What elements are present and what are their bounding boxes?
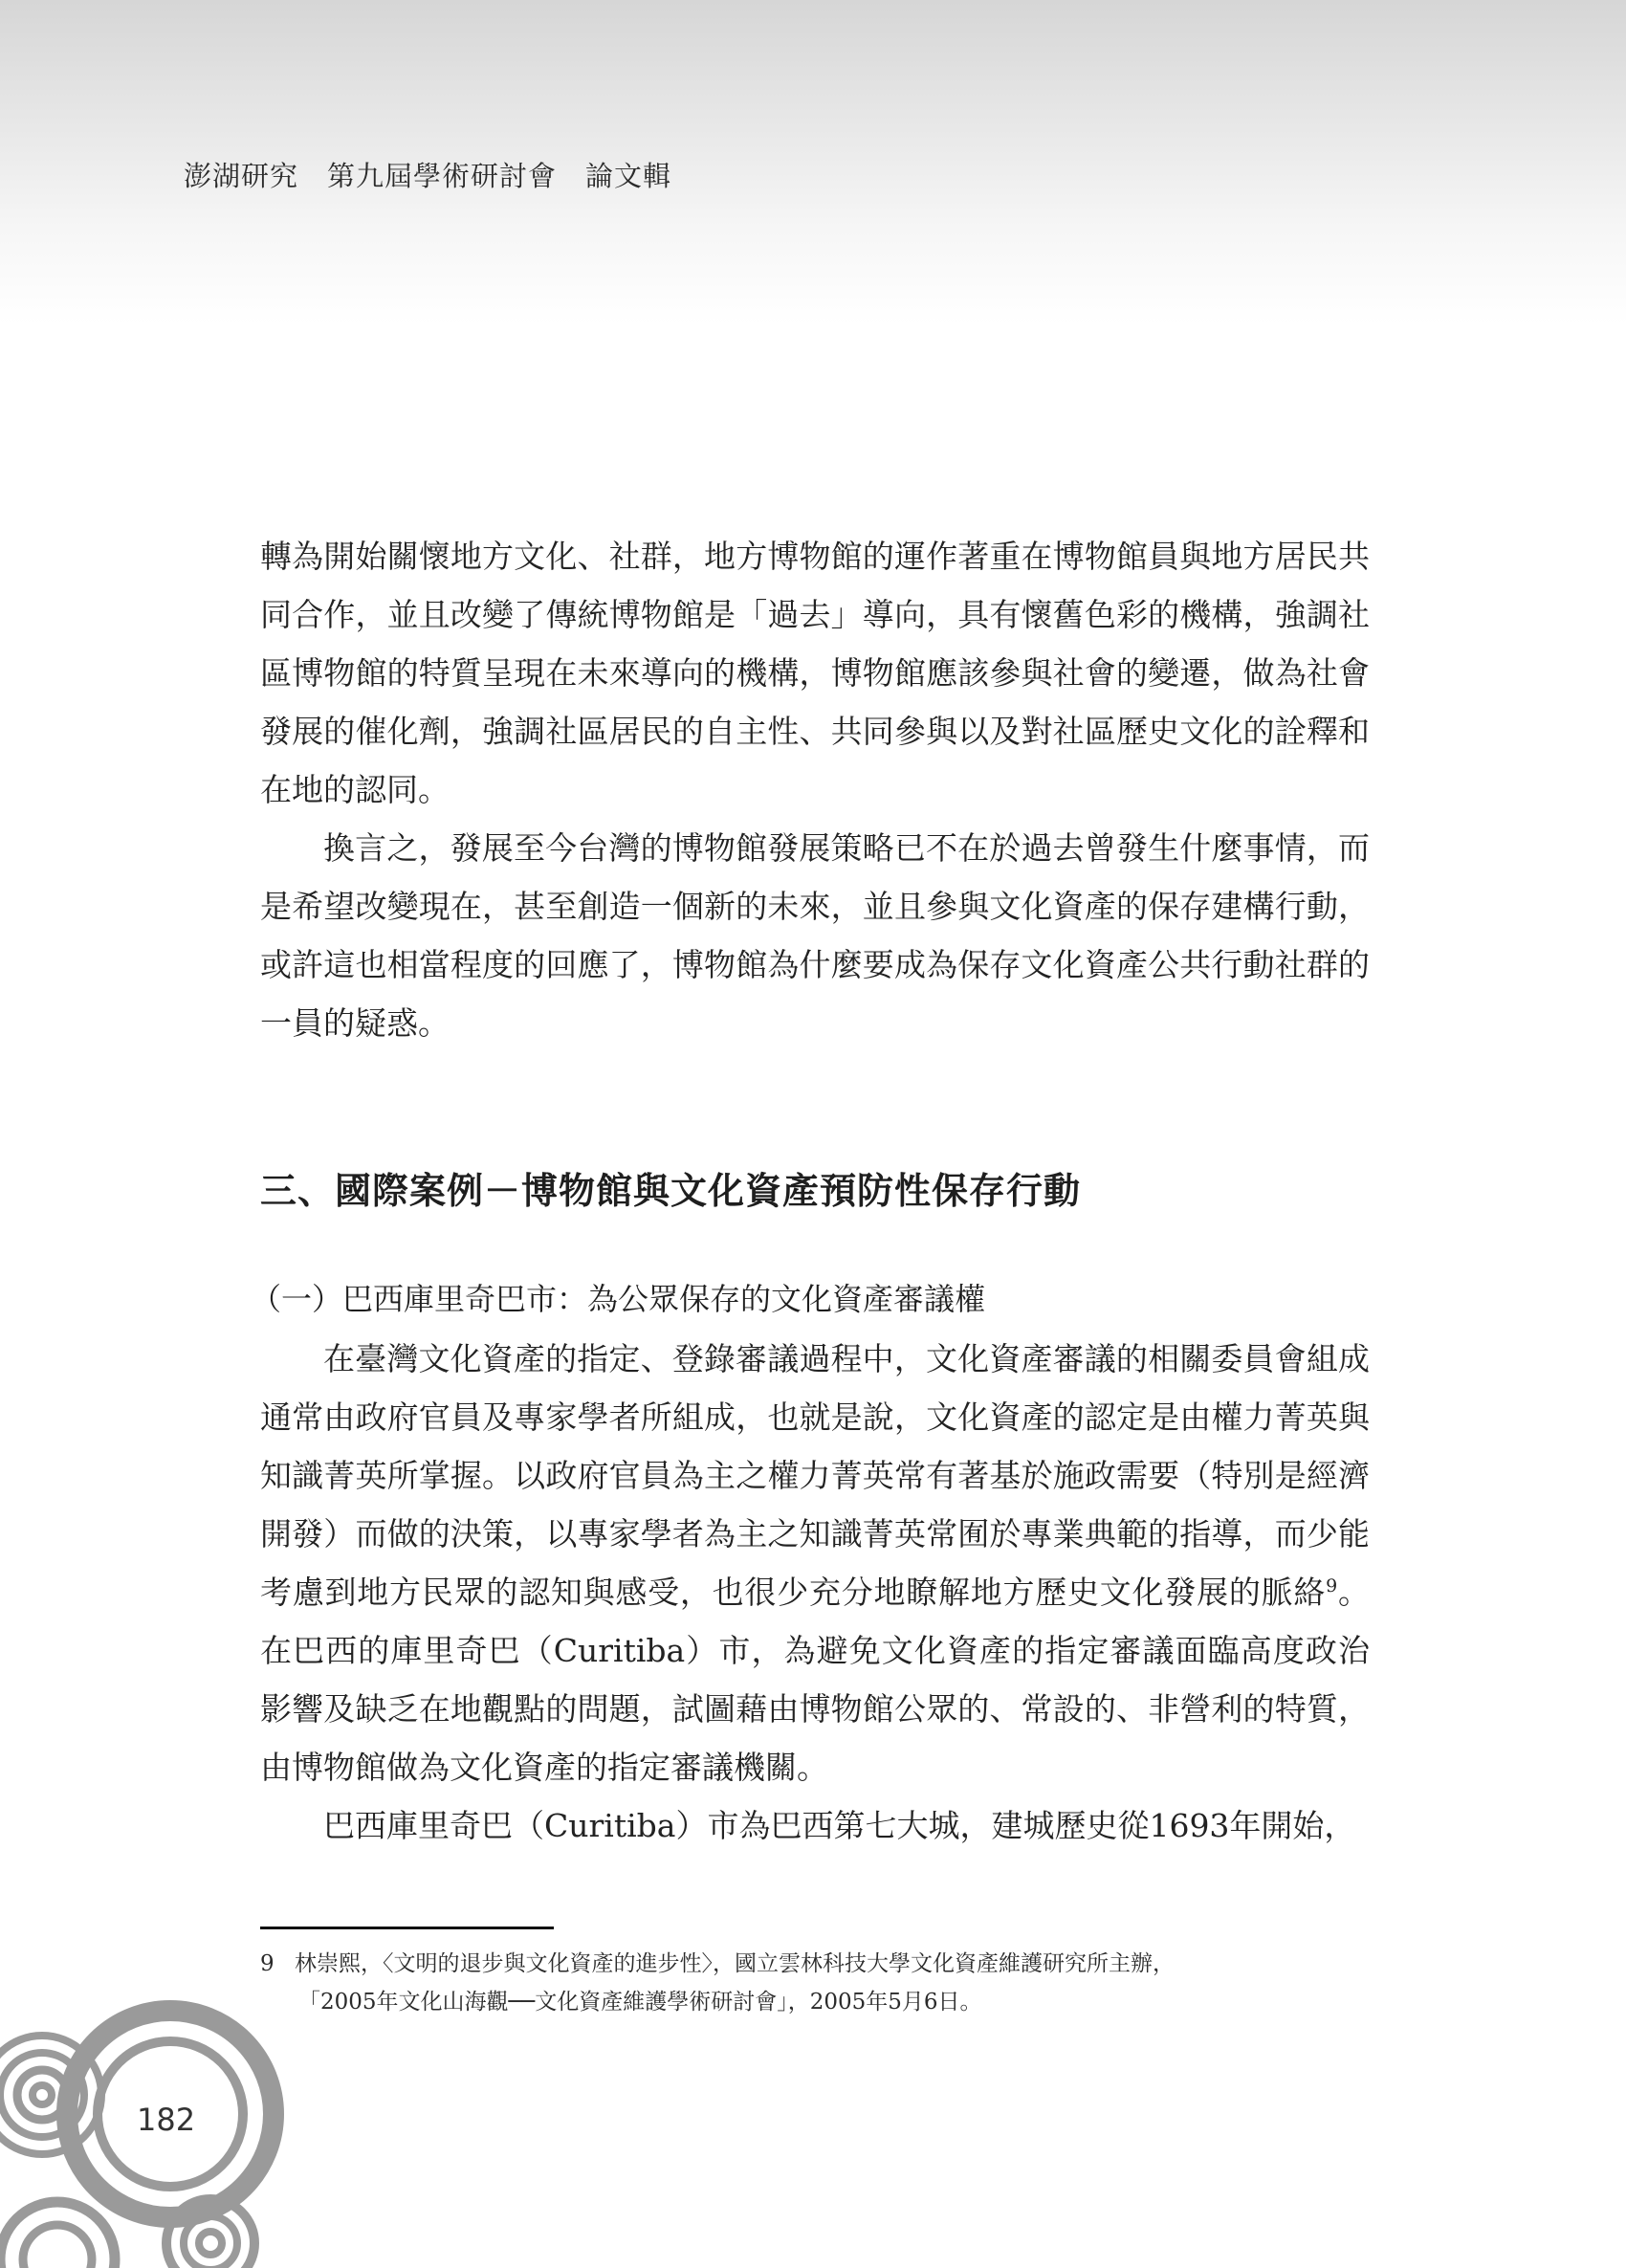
running-header: 澎湖研究 第九屆學術研討會 論文輯 <box>184 160 672 192</box>
paragraph-3 <box>260 1330 1370 1796</box>
footnote-ref[interactable]: 9 <box>1326 1575 1338 1596</box>
footnote-number: 9 <box>260 1951 275 1976</box>
section-heading: 三、國際案例－博物館與文化資產預防性保存行動 <box>260 1170 1082 1212</box>
sub-heading: （一）巴西庫里奇巴市：為公眾保存的文化資產審議權 <box>251 1281 986 1317</box>
footnote-rule <box>260 1927 554 1929</box>
body-block-1 <box>260 527 1370 1052</box>
footnote <box>260 1945 1370 2021</box>
page-number: 182 <box>137 2102 196 2138</box>
body-block-2 <box>260 1330 1370 1855</box>
paragraph-2: 換言之，發展至今台灣的博物館發展策略已不在於過去曾發生什麼事情，而是希望改變現在，甚至創造一個新的未來，並且參與文化資產的保存建構行動，或許這也相當程度的回應了，博物館為什麼要成為保存文化資產公共行動社群的一員的疑惑。 <box>260 829 1370 1042</box>
paragraph-3-text-b: 。在巴西的庫里奇巴（Curitiba）市，為避免文化資產的指定審議面臨高度政治影響及缺乏在地觀點的問題，試圖藉由博物館公眾的、常設的、非營利的特質，由博物館做為文化資產的指定審議機關。 <box>260 1574 1371 1786</box>
paragraph-3-text-a: 在臺灣文化資產的指定、登錄審議過程中，文化資產審議的相關委員會組成通常由政府官員及專家學者所組成，也就是說，文化資產的認定是由權力菁英與知識菁英所掌握。以政府官員為主之權力菁英常有著基於施政需要（特別是經濟開發）而做的決策，以專家學者為主之知識菁英常囿於專業典範的指導，而少能考慮到地方民眾的認知與感受，也很少充分地瞭解地方歷史文化發展的脈絡 <box>260 1340 1370 1611</box>
paragraph-4: 巴西庫里奇巴（Curitiba）市為巴西第七大城，建城歷史從1693年開始， <box>323 1807 1356 1844</box>
footnote-line-2: 「2005年文化山海觀──文化資產維護學術研討會」，2005年5月6日。 <box>298 1990 982 2015</box>
footnote-text-1: 林崇熙，〈文明的退步與文化資產的進步性〉，國立雲林科技大學文化資產維護研究所主辦， <box>295 1951 1175 1976</box>
paragraph-1: 轉為開始關懷地方文化、社群，地方博物館的運作著重在博物館員與地方居民共同合作，並且改變了傳統博物館是「過去」導向，具有懷舊色彩的機構，強調社區博物館的特質呈現在未來導向的機構，博物館應該參與社會的變遷，做為社會發展的催化劑，強調社區居民的自主性、共同參與以及對社區歷史文化的詮釋和在地的認同。 <box>260 538 1370 808</box>
footnote-line-1 <box>260 1945 1370 1983</box>
